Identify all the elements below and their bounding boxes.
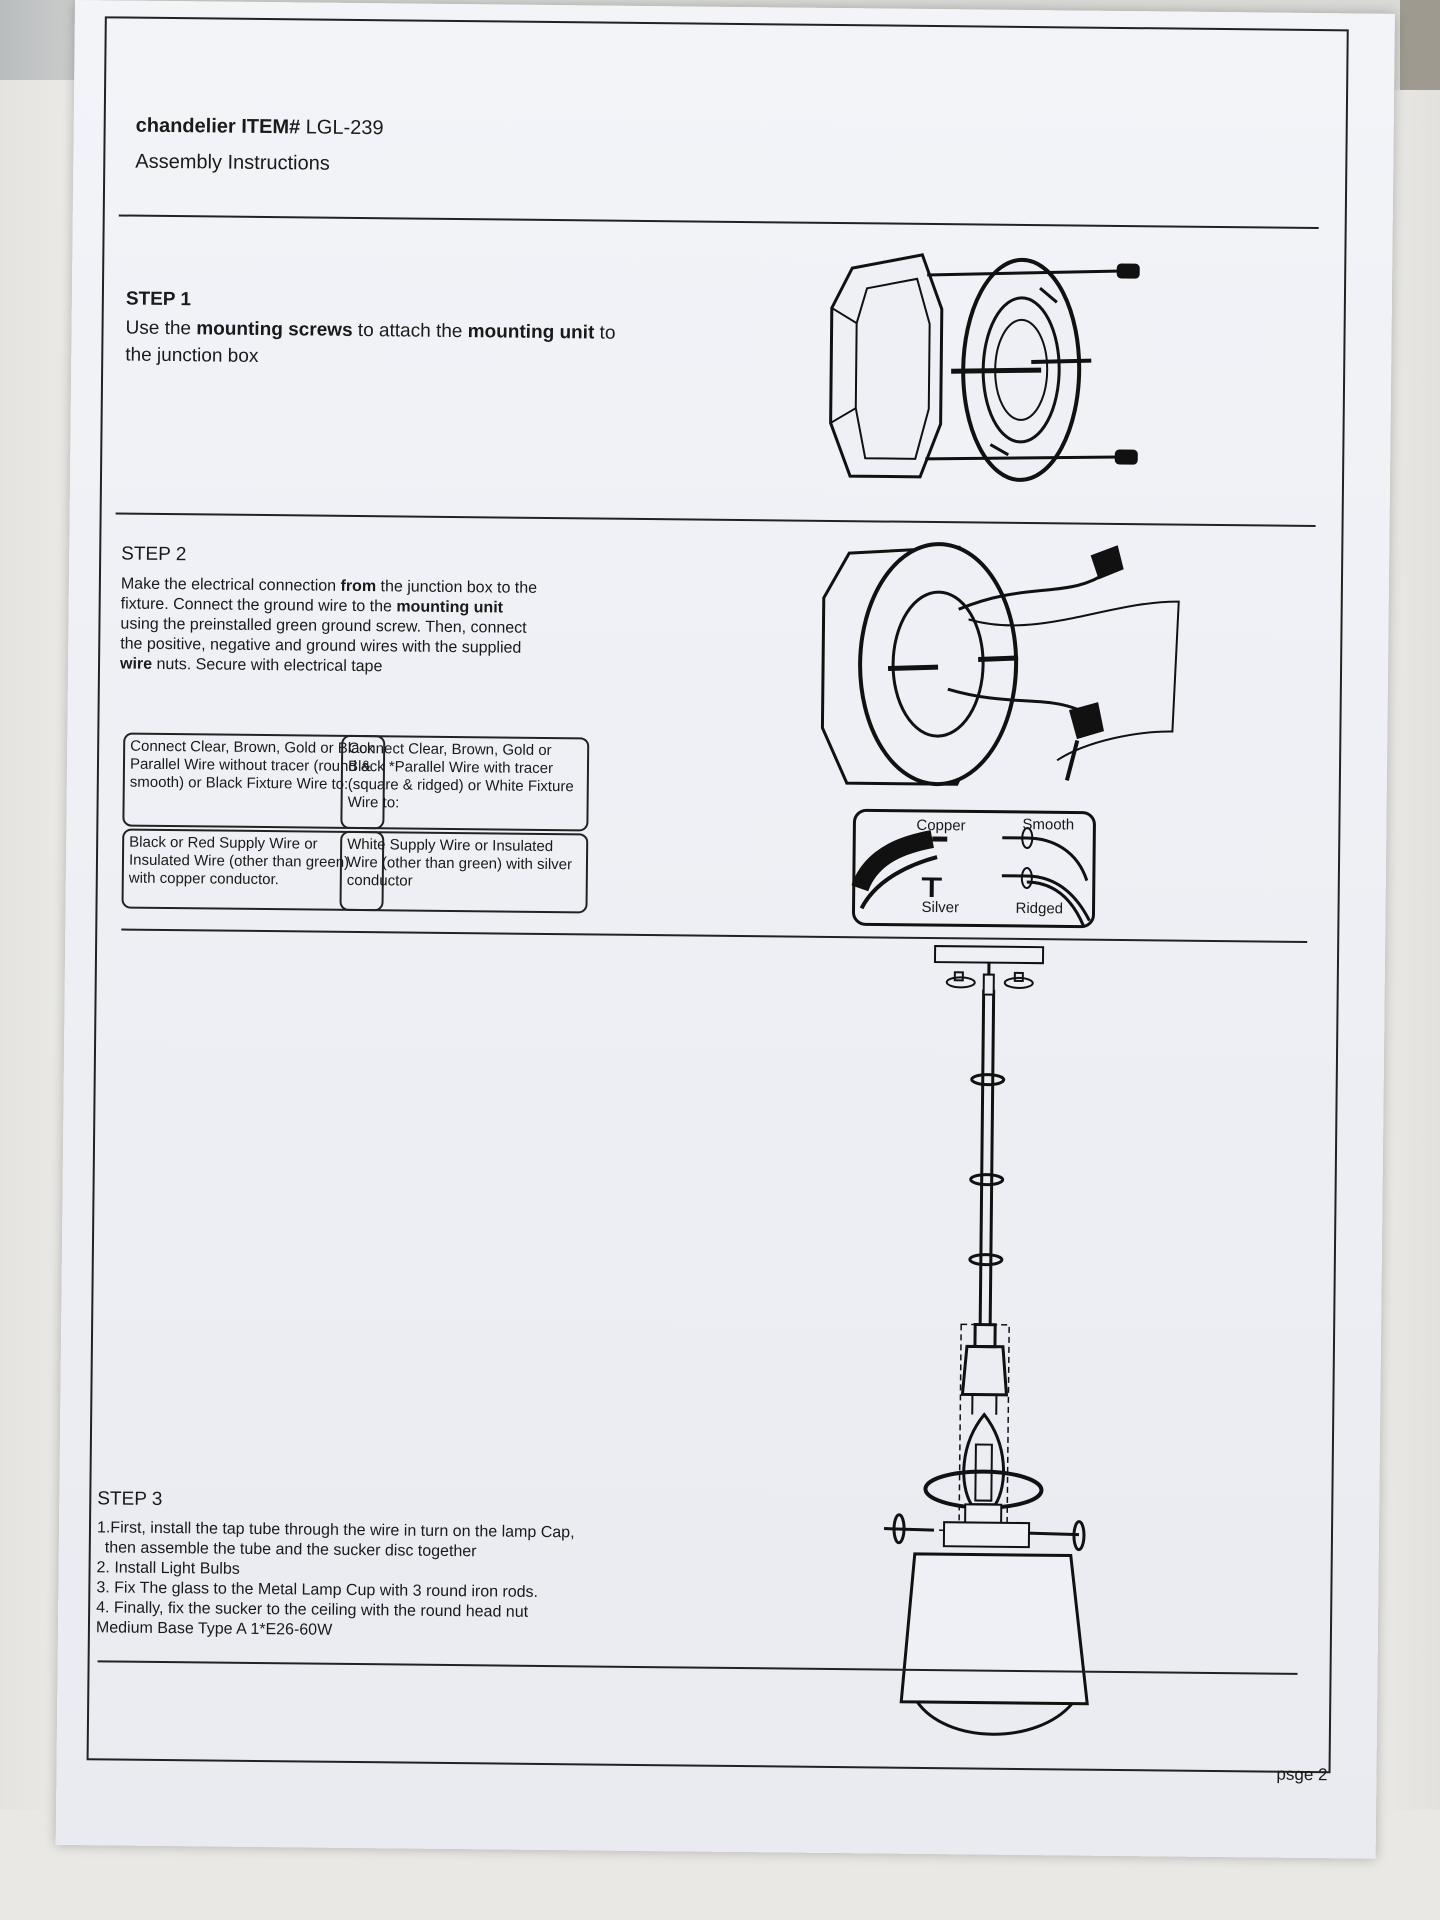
step3-line: 2. Install Light Bulbs — [96, 1559, 240, 1578]
wire-box-with-tracer: Connect Clear, Brown, Gold or Black *Parallel Wire with tracer (square & ridged) or White Fixture Wire to: — [340, 735, 589, 832]
step2-text-1: Make the electrical connection — [120, 575, 341, 595]
chandelier-diagram — [877, 944, 1205, 1747]
step1-text-a: Use the — [125, 317, 197, 340]
page-number: psge 2 — [1276, 1764, 1328, 1785]
step2-heading: STEP 2 — [121, 543, 187, 566]
step3-heading: STEP 3 — [97, 1488, 163, 1510]
instruction-sheet — [56, 0, 1395, 1859]
page-title — [136, 115, 384, 141]
step3-text — [96, 1518, 637, 1644]
step1-bold-a: mounting screws — [196, 318, 353, 341]
legend-copper: Copper — [916, 816, 966, 835]
step3-line: Medium Base Type A 1*E26-60W — [95, 1619, 333, 1639]
step3-line: then assemble the tube and the sucker disc together — [104, 1539, 477, 1561]
wiring-diagram — [807, 538, 1190, 802]
item-number: LGL-239 — [305, 116, 384, 140]
step1-heading: STEP 1 — [125, 288, 192, 311]
step2-text-3: using the preinstalled green ground screw. Then, connect the positive, negative and ground wires with the supplied — [120, 615, 527, 657]
wire-box-silver-supply: White Supply Wire or Insulated Wire (other than green) with silver conductor — [339, 831, 588, 914]
legend-ridged: Ridged — [1015, 899, 1064, 918]
legend-silver: Silver — [921, 898, 960, 917]
step2-text — [120, 575, 541, 679]
step2-text-2: the junction box to the fixture. Connect the ground wire to the — [120, 578, 538, 616]
step1-text-c: to the junction box — [125, 322, 616, 367]
step2-bold-1: from — [340, 577, 377, 596]
step2-text-4: nuts. Secure with electrical tape — [151, 655, 383, 676]
step3-line: 3. Fix The glass to the Metal Lamp Cup with 3 round iron rods. — [96, 1579, 539, 1601]
step3-line: 1.First, install the tap tube through the wire in turn on the lamp Cap, — [96, 1519, 575, 1542]
page-subtitle: Assembly Instructions — [135, 150, 330, 175]
step2-bold-3: wire — [119, 655, 153, 673]
step1-text-b: to attach the — [352, 319, 468, 343]
step1-text — [125, 315, 626, 374]
step1-bold-b: mounting unit — [467, 321, 595, 344]
step2-bold-2: mounting unit — [396, 598, 504, 617]
step3-line: 4. Finally, fix the sucker to the ceiling with the round head nut — [96, 1599, 529, 1621]
wire-box-copper-supply: Black or Red Supply Wire or Insulated Wire (other than green) with copper conductor. — [121, 829, 384, 912]
legend-smooth: Smooth — [1022, 815, 1075, 834]
mounting-diagram — [810, 248, 1283, 503]
product-label: chandelier ITEM# — [135, 114, 301, 139]
wire-box-no-tracer: Connect Clear, Brown, Gold or Black Parallel Wire without tracer (round & smooth) or Black Fixture Wire to: — [122, 733, 385, 830]
